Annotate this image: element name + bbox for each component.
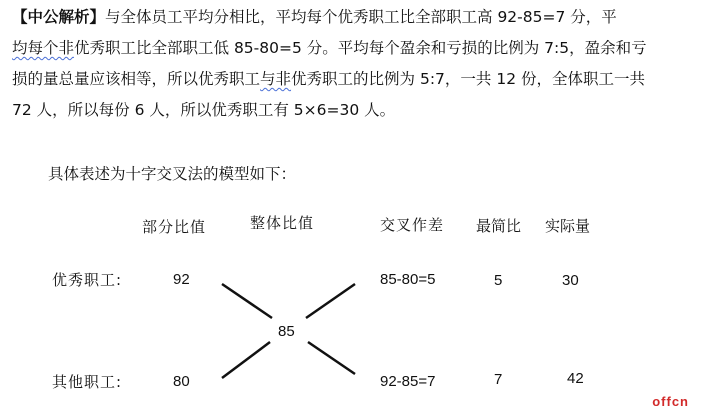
row-cross-diff: 92-85=7 — [380, 373, 436, 390]
analysis-paragraph — [12, 2, 700, 126]
analysis-text: 优秀职工比全部职工低 85-80=5 分。平均每个盈余和亏损的比例为 7:5，盈余和亏 — [74, 39, 647, 57]
row-part-value: 80 — [173, 373, 190, 390]
header-cross-diff: 交叉作差 — [380, 216, 445, 234]
row-actual-amount: 42 — [567, 370, 584, 387]
header-whole-value: 整体比值 — [250, 214, 315, 232]
cross-line-bottom-right — [308, 342, 355, 374]
row-simplest-ratio: 7 — [494, 371, 503, 388]
analysis-text: 损的量总量应该相等，所以优秀职工 — [12, 70, 261, 88]
row-label-other: 其他职工: — [52, 373, 123, 391]
header-simplest-ratio: 最简比 — [476, 217, 522, 235]
analysis-line-3 — [12, 64, 700, 95]
offcn-watermark-logo: offcn — [652, 394, 689, 409]
analysis-text: 的比例为 5:7，一共 12 份，全体职工一共 — [353, 70, 645, 88]
spellcheck-underlined-text: 均每个非 — [12, 39, 75, 57]
analysis-line-1 — [12, 2, 700, 33]
header-actual-amount: 实际量 — [545, 217, 591, 235]
analysis-line-2 — [12, 33, 700, 64]
header-part-value: 部分比值 — [142, 218, 207, 236]
model-intro-text: 具体表述为十字交叉法的模型如下： — [48, 165, 297, 183]
center-whole-value: 85 — [278, 323, 295, 340]
row-cross-diff: 85-80=5 — [380, 271, 436, 288]
cross-line-top-left — [222, 284, 272, 318]
analysis-tag: 【中公解析】 — [12, 8, 106, 26]
cross-line-bottom-left — [222, 342, 270, 378]
analysis-text: 优秀职工 — [291, 70, 354, 88]
row-simplest-ratio: 5 — [494, 272, 503, 289]
cross-line-top-right — [306, 284, 355, 318]
row-part-value: 92 — [173, 271, 190, 288]
analysis-line-4: 72 人，所以每份 6 人，所以优秀职工有 5×6=30 人。 — [12, 101, 396, 119]
analysis-text: 与全体员工平均分相比，平均每个优秀职工比全部职工高 92-85=7 分，平 — [105, 8, 617, 26]
row-actual-amount: 30 — [562, 272, 579, 289]
row-label-excellent: 优秀职工: — [52, 271, 123, 289]
spellcheck-underlined-text: 与非 — [260, 70, 292, 88]
